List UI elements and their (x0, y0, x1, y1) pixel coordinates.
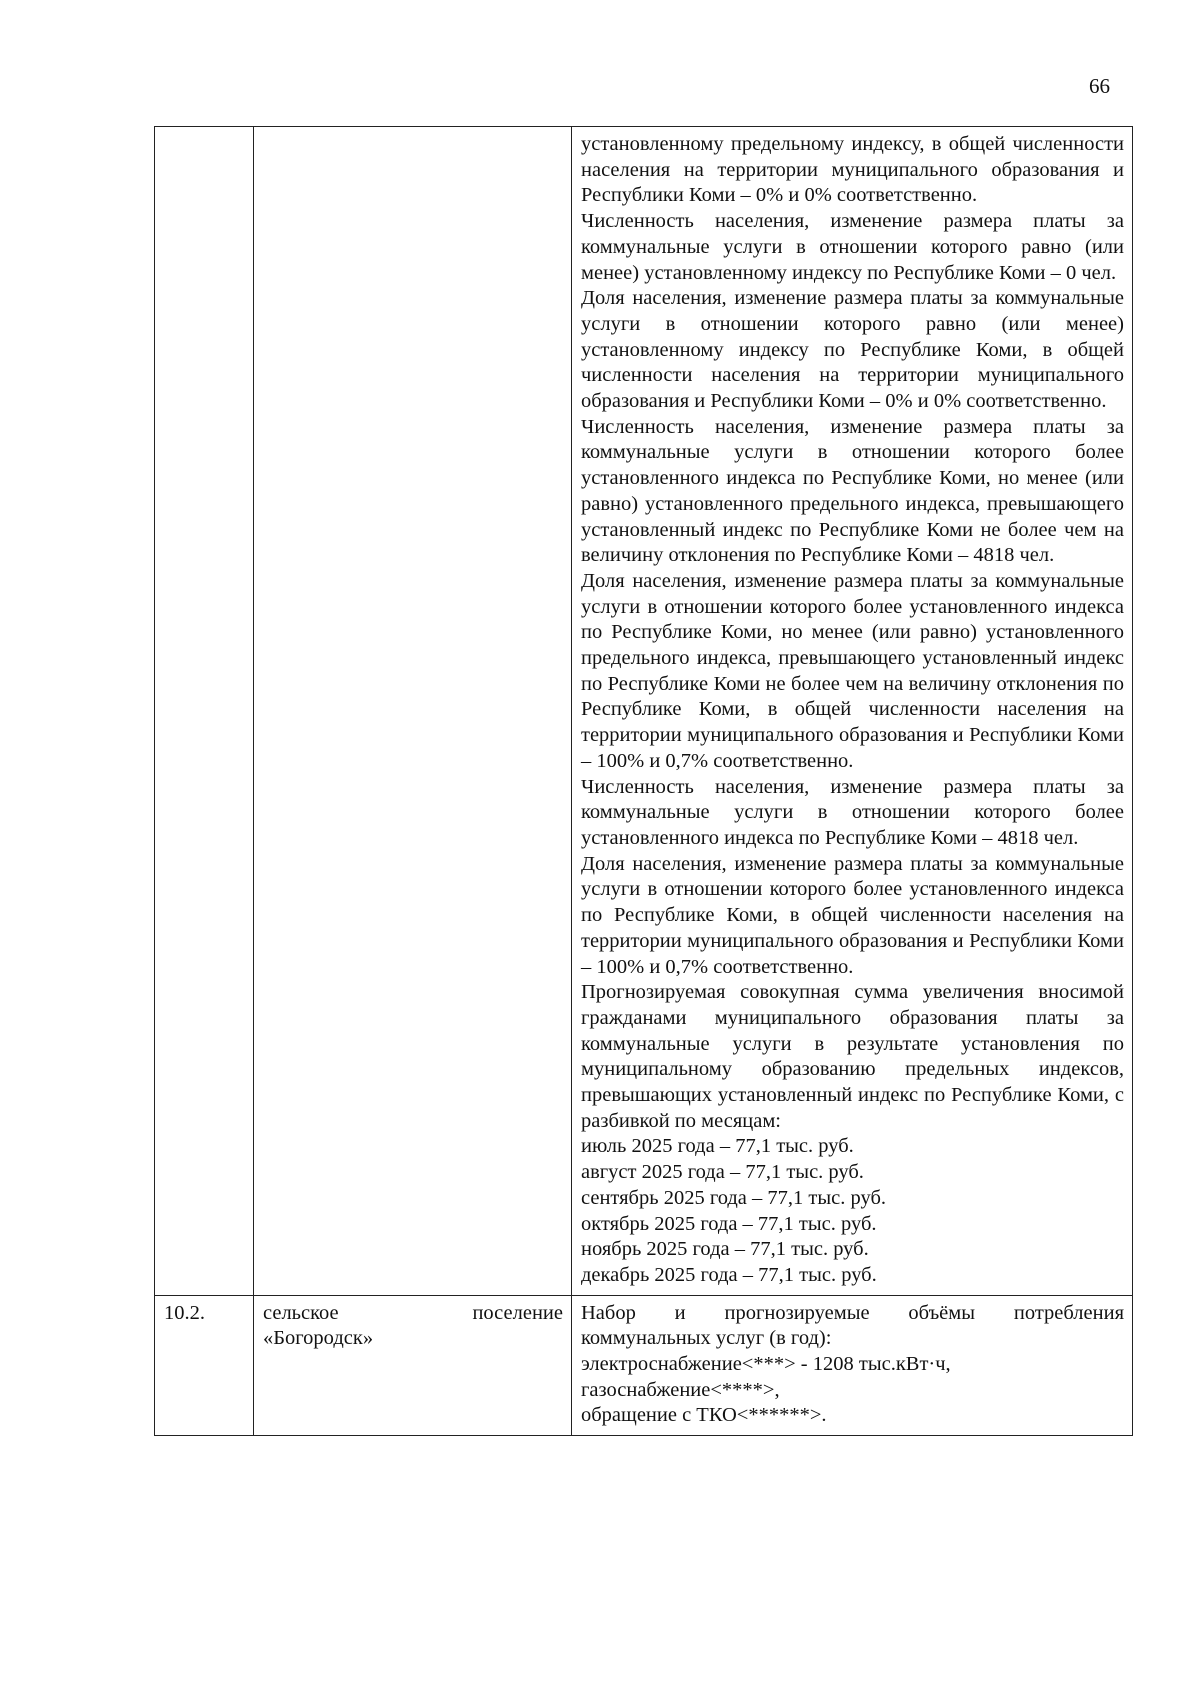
utility-service-line: обращение с ТКО<******>. (581, 1404, 827, 1427)
indicator-paragraph: Доля населения, изменение размера платы за коммунальные услуги в отношении которого равно (или менее) установленному индексу по Республике Коми, в общей численности населения на территории муниципального образования и Республики Коми – 0% и 0% соответственно. (581, 287, 1124, 413)
row-index-cell: 10.2. (155, 1295, 254, 1436)
indicator-paragraph: Прогнозируемая совокупная сумма увеличения вносимой гражданами муниципального образования платы за коммунальные услуги в результате установления по муниципальному образованию предельных индексов, превышающих установленный индекс по Республике Коми, с разбивкой по месяцам: (581, 981, 1124, 1132)
monthly-amount-line: июль 2025 года – 77,1 тыс. руб. (581, 1135, 854, 1158)
table-row (155, 1295, 1133, 1436)
row-index-cell (155, 127, 254, 1296)
indicators-cell (572, 127, 1133, 1296)
indicator-paragraph: Доля населения, изменение размера платы за коммунальные услуги в отношении которого более установленного индекса по Республике Коми, в общей численности населения на территории муниципального образования и Республики Коми – 100% и 0,7% соответственно. (581, 852, 1124, 978)
table-row (155, 127, 1133, 1296)
monthly-amount-line: сентябрь 2025 года – 77,1 тыс. руб. (581, 1186, 886, 1209)
municipality-name-cell (254, 1295, 572, 1436)
indicator-paragraph: Доля населения, изменение размера платы за коммунальные услуги в отношении которого более установленного индекса по Республике Коми, но менее (или равно) установленного предельного индекса, превышающего установленный индекс по Республике Коми не более чем на величину отклонения по Республике Коми, в общей численности населения на территории муниципального образования и Республики Коми – 100% и 0,7% соответственно. (581, 569, 1124, 772)
municipality-name-word: поселение (472, 1301, 563, 1324)
indicator-paragraph: Набор и прогнозируемые объёмы потребления коммунальных услуг (в год): (581, 1301, 1124, 1350)
municipal-indicators-table (154, 126, 1133, 1436)
utility-service-line: электроснабжение<***> - 1208 тыс.кВт·ч, (581, 1353, 951, 1376)
municipality-name-word: «Богородск» (263, 1327, 374, 1350)
indicator-paragraph: Численность населения, изменение размера платы за коммунальные услуги в отношении которого более установленного индекса по Республике Коми – 4818 чел. (581, 775, 1124, 849)
municipality-name-word: сельское (263, 1301, 339, 1324)
monthly-amount-line: декабрь 2025 года – 77,1 тыс. руб. (581, 1263, 877, 1286)
monthly-amount-line: октябрь 2025 года – 77,1 тыс. руб. (581, 1212, 877, 1235)
utility-service-line: газоснабжение<****>, (581, 1378, 780, 1401)
indicator-paragraph: Численность населения, изменение размера платы за коммунальные услуги в отношении которого равно (или менее) установленному индексу по Республике Коми – 0 чел. (581, 210, 1124, 284)
indicator-paragraph: Численность населения, изменение размера платы за коммунальные услуги в отношении которого более установленного индекса по Республике Коми, но менее (или равно) установленного предельного индекса, превышающего установленный индекс по Республике Коми не более чем на величину отклонения по Республике Коми – 4818 чел. (581, 415, 1124, 567)
municipality-name-cell (254, 127, 572, 1296)
indicators-cell (572, 1295, 1133, 1436)
monthly-amount-line: август 2025 года – 77,1 тыс. руб. (581, 1161, 864, 1184)
monthly-amount-line: ноябрь 2025 года – 77,1 тыс. руб. (581, 1238, 869, 1261)
indicator-paragraph: установленному предельному индексу, в общей численности населения на территории муниципального образования и Республики Коми – 0% и 0% соответственно. (581, 133, 1124, 207)
page-number: 66 (1089, 74, 1110, 98)
municipality-name-first-line (263, 1301, 563, 1327)
